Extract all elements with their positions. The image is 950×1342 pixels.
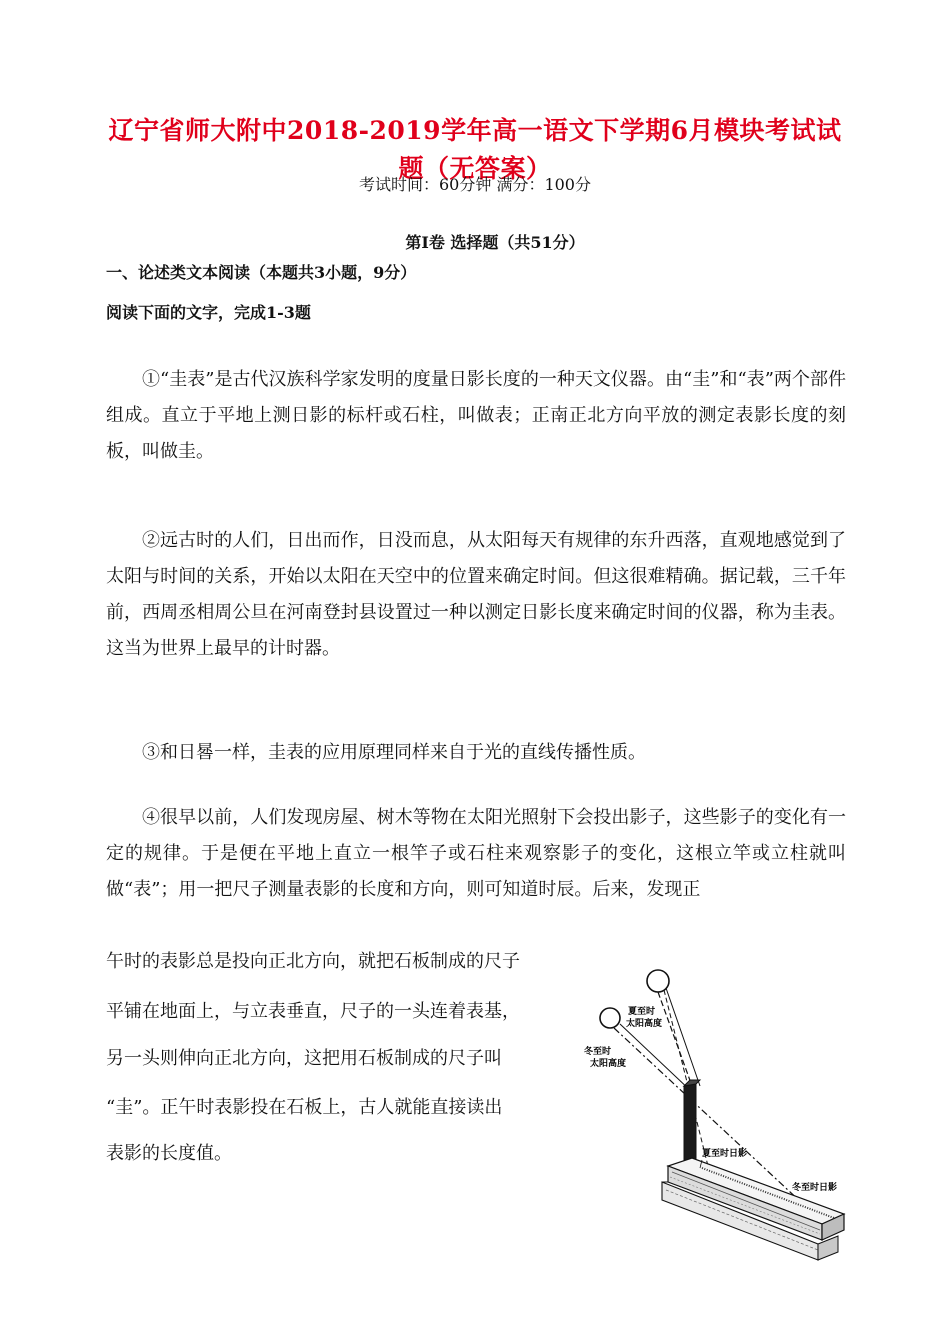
summer-shadow-label: 夏至时日影: [702, 1149, 748, 1159]
summer-sun-label: 太阳高度: [626, 1019, 663, 1029]
paragraph-4-line: 表影的长度值。: [106, 1143, 232, 1164]
paragraph-1: ①“圭表”是古代汉族科学家发明的度量日影长度的一种天文仪器。由“圭”和“表”两个部件组成。直立于平地上测日影的标杆或石柱，叫做表；正南正北方向平放的测定表影长度的刻板，叫做圭。: [106, 369, 846, 462]
paragraph-4: ④很早以前，人们发现房屋、树木等物在太阳光照射下会投出影子，这些影子的变化有一定的规律。于是便在平地上直立一根竿子或石柱来观察影子的变化，这根立竿或立柱就叫做“表”；用一把尺子测量表影的长度和方向，则可知道时辰。后来，发现正: [106, 807, 846, 900]
part-heading: 一、论述类文本阅读（本题共3小题，9分）: [106, 263, 417, 282]
paragraph-4-line: 平铺在地面上，与立表垂直，尺子的一头连着表基，: [106, 1001, 520, 1022]
paragraph-4-line: “圭”。正午时表影投在石板上，古人就能直接读出: [106, 1097, 503, 1118]
exam-meta: 考试时间：60分钟 满分：100分: [359, 175, 591, 194]
paragraph-3: ③和日晷一样，圭表的应用原理同样来自于光的直线传播性质。: [142, 742, 646, 763]
winter-sun-icon: [600, 1008, 620, 1028]
summer-sun-icon: [647, 970, 669, 992]
guibiao-diagram: [572, 968, 852, 1268]
winter-sun-label: 太阳高度: [590, 1059, 627, 1069]
section-title: 第Ⅰ卷 选择题（共51分）: [405, 233, 585, 252]
winter-shadow-label: 冬至时日影: [792, 1183, 838, 1193]
document-title: 辽宁省师大附中2018-2019学年高一语文下学期6月模块考试试题（无答案）: [108, 116, 842, 183]
reading-instruction: 阅读下面的文字，完成1-3题: [106, 303, 311, 322]
summer-sun-label: 夏至时: [628, 1007, 656, 1017]
paragraph-4-line: 午时的表影总是投向正北方向，就把石板制成的尺子: [106, 951, 520, 972]
paragraph-4-line: 另一头则伸向正北方向，这把用石板制成的尺子叫: [106, 1048, 502, 1069]
paragraph-2: ②远古时的人们，日出而作，日没而息，从太阳每天有规律的东升西落，直观地感觉到了太阳与时间的关系，开始以太阳在天空中的位置来确定时间。但这很难精确。据记载，三千年前，西周丞相周公旦在河南登封县设置过一种以测定日影长度来确定时间的仪器，称为圭表。这当为世界上最早的计时器。: [106, 530, 846, 659]
winter-sun-label: 冬至时: [584, 1047, 612, 1057]
